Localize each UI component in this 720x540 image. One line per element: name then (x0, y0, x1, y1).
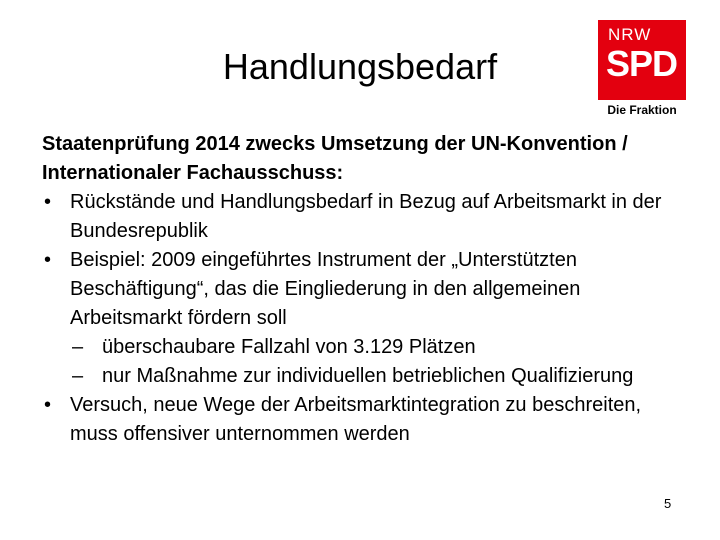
heading-line-1: Staatenprüfung 2014 zwecks Umsetzung der UN-Konvention / (42, 133, 628, 155)
bullet-icon: • (44, 191, 52, 213)
logo-spd-text: SPD (606, 43, 678, 84)
logo-nrw-text: NRW (608, 25, 652, 44)
slide-title: Handlungsbedarf (222, 46, 498, 87)
heading-line-2: Internationaler Fachausschuss: (42, 162, 344, 184)
dash-icon: – (72, 365, 84, 387)
slide-body (42, 130, 672, 449)
logo-red-box (598, 20, 686, 100)
bullet-text: Beispiel: 2009 eingeführtes Instrument der „Unterstützten Beschäftigung“, das die Eingliederung in den allgemeinen Arbeitsmarkt fördern soll (70, 249, 581, 329)
logo-fraktion-text: Die Fraktion (607, 103, 677, 117)
bullet-item (42, 246, 672, 391)
bullet-icon: • (44, 249, 52, 271)
bullet-text: Rückstände und Handlungsbedarf in Bezug auf Arbeitsmarkt in der Bundesrepublik (70, 191, 662, 242)
bullet-icon: • (44, 394, 52, 416)
bullet-item (42, 391, 672, 449)
sub-item (72, 362, 672, 391)
sub-item-text: überschaubare Fallzahl von 3.129 Plätzen (102, 336, 476, 358)
body-heading (42, 130, 672, 188)
page-number: 5 (664, 496, 672, 511)
bullet-text: Versuch, neue Wege der Arbeitsmarktintegration zu beschreiten, muss offensiver unternommen werden (70, 394, 642, 445)
dash-icon: – (72, 336, 84, 358)
sub-item (72, 333, 672, 362)
bullet-item (42, 188, 672, 246)
spd-fraktion-logo (598, 20, 686, 120)
sub-item-text: nur Maßnahme zur individuellen betrieblichen Qualifizierung (102, 365, 634, 387)
sub-list (72, 333, 672, 391)
bullet-list (42, 188, 672, 449)
